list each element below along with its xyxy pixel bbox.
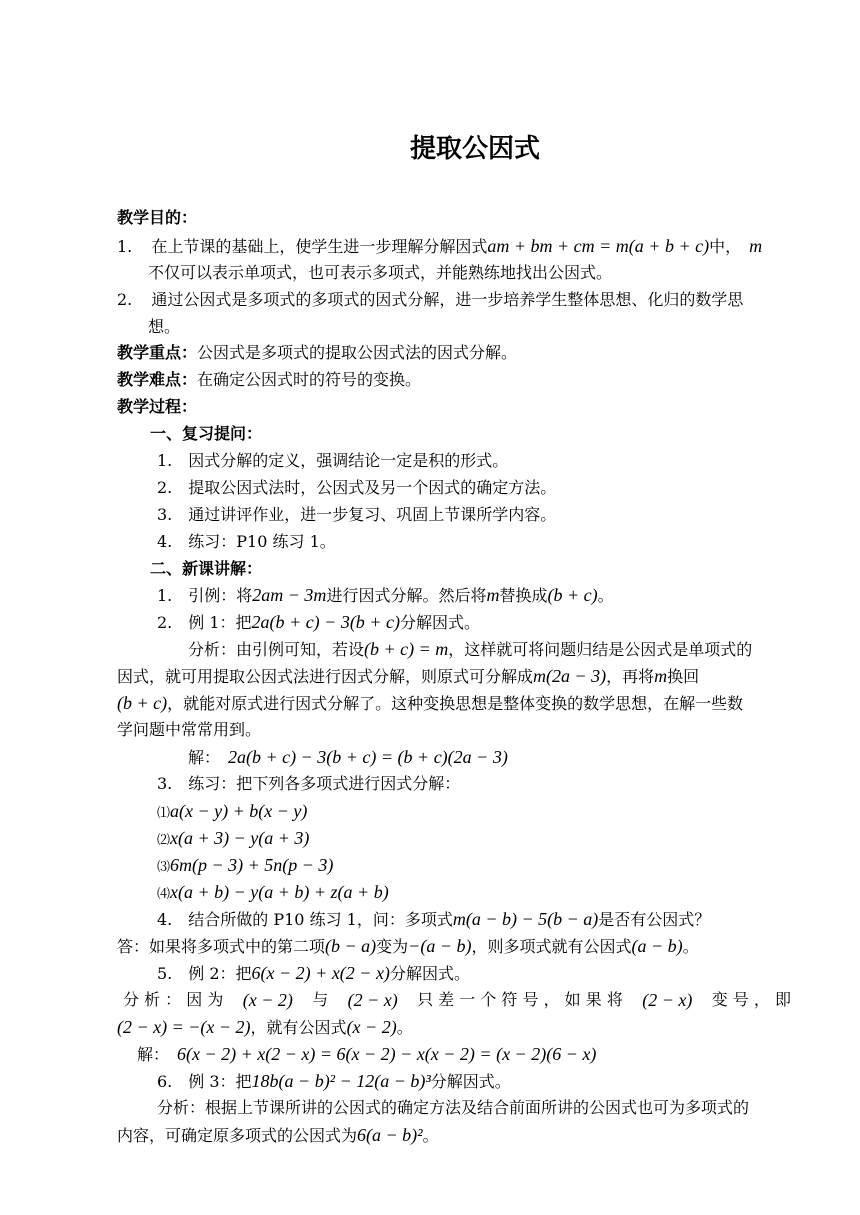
analysis-5-text-c: 只 差 一 个 符 号 ， 如 果 将 xyxy=(417,990,623,1009)
practice-3 xyxy=(157,852,333,881)
answer-text-b: 变为 xyxy=(376,937,409,956)
analysis-6-text-a: ，就有公因式 xyxy=(250,1018,347,1037)
review-item-4: 4. 练习：P10 练习 1。 xyxy=(157,532,336,551)
goal-1-line-2: 不仅可以表示单项式，也可表示多项式，并能熟练地找出公因式。 xyxy=(148,263,613,282)
analysis-5-text-a: 分 析 ： 因 为 xyxy=(123,990,224,1009)
goals-heading: 教学目的： xyxy=(117,208,198,227)
page-title: 提取公因式 xyxy=(409,134,540,164)
answer-formula-2: −(a − b) xyxy=(408,936,472,956)
practice-1 xyxy=(157,798,307,827)
key-point-label: 教学重点： xyxy=(117,343,198,362)
answer-formula-3: (a − b) xyxy=(631,936,683,956)
new-item-3: 3. 练习：把下列各多项式进行因式分解： xyxy=(157,774,461,793)
difficulty xyxy=(117,367,421,393)
analysis-2-text-b: ，再将 xyxy=(606,667,655,686)
answer-text-d: 。 xyxy=(682,937,699,956)
example-3-formula: 18b(a − b)² − 12(a − b)³ xyxy=(251,1071,431,1091)
review-item-1: 1. 因式分解的定义，强调结论一定是积的形式。 xyxy=(157,451,509,470)
example-2-formula: 6(x − 2) + x(2 − x) xyxy=(251,963,390,983)
analysis-6-formula-2: (x − 2) xyxy=(346,1017,397,1037)
analysis-1-formula: (b + c) = m xyxy=(364,639,449,659)
goal-1-number: 1. xyxy=(117,237,133,256)
solution-1 xyxy=(188,744,508,771)
answer-text-a: 答：如果将多项式中的第二项 xyxy=(117,937,326,956)
answer-text-c: ，则多项式就有公因式 xyxy=(471,937,632,956)
new-item-1-m: m xyxy=(486,585,500,605)
analysis-8-text-b: 。 xyxy=(422,1126,439,1145)
practice-1-number: ⑴ xyxy=(157,806,171,821)
practice-2-number: ⑵ xyxy=(157,833,171,848)
analysis-1-line-4: 学问题中常常用到。 xyxy=(117,720,262,739)
practice-3-formula: 6m(p − 3) + 5n(p − 3) xyxy=(170,855,334,875)
answer-line xyxy=(117,933,699,960)
goal-1-formula: am + bm + cm = m(a + b + c) xyxy=(487,236,710,256)
example-1-formula: 2a(b + c) − 3(b + c) xyxy=(251,612,400,632)
practice-4 xyxy=(157,879,389,908)
review-item-2: 2. 提取公因式法时，公因式及另一个因式的确定方法。 xyxy=(157,478,557,497)
new-item-4-text-b: 是否有公因式？ xyxy=(598,910,711,929)
practice-2-formula: x(a + 3) − y(a + 3) xyxy=(170,828,310,848)
analysis-2-text-c: 换回 xyxy=(667,667,700,686)
new-item-1 xyxy=(157,582,614,609)
key-point-text: 公因式是多项式的提取公因式法的因式分解。 xyxy=(197,343,518,362)
new-item-6-text-b: 分解因式。 xyxy=(430,1072,511,1091)
analysis-6-text-b: 。 xyxy=(396,1018,413,1037)
solution-2-formula: 6(x − 2) + x(2 − x) = 6(x − 2) − x(x − 2) = (x − 2)(6 − x) xyxy=(177,1044,597,1064)
new-item-1-text-d: 。 xyxy=(597,586,614,605)
new-item-4 xyxy=(157,906,710,933)
new-item-1-text-c: 替换成 xyxy=(499,586,548,605)
new-item-4-formula: m(a − b) − 5(b − a) xyxy=(452,909,599,929)
analysis-2-formula: m(2a − 3) xyxy=(533,666,607,686)
answer-formula-1: (b − a) xyxy=(325,936,377,956)
new-item-2 xyxy=(157,609,480,636)
goal-1-text: 在上节课的基础上，使学生进一步理解分解因式 xyxy=(151,237,488,256)
analysis-5-formula-1: (x − 2) xyxy=(242,990,293,1010)
solution-2 xyxy=(137,1041,596,1068)
goal-2-line-1 xyxy=(117,287,743,313)
section-new-heading: 二、新课讲解： xyxy=(150,559,263,578)
practice-4-formula: x(a + b) − y(a + b) + z(a + b) xyxy=(170,882,389,902)
analysis-8-formula: 6(a − b)² xyxy=(357,1125,423,1145)
analysis-1-line-3 xyxy=(117,690,743,717)
key-point xyxy=(117,340,517,366)
new-item-1-text-b: 进行因式分解。然后将 xyxy=(326,586,487,605)
analysis-1-line-1 xyxy=(188,636,752,663)
new-item-6-text-a: 6. 例 3：把 xyxy=(157,1072,252,1091)
analysis-5-formula-2: (2 − x) xyxy=(347,990,398,1010)
solution-1-label: 解： xyxy=(188,748,221,767)
solution-1-formula: 2a(b + c) − 3(b + c) = (b + c)(2a − 3) xyxy=(228,747,508,767)
analysis-2-m: m xyxy=(654,666,668,686)
analysis-6-formula-1: (2 − x) = −(x − 2) xyxy=(117,1017,251,1037)
new-item-1-formula: 2am − 3m xyxy=(252,585,327,605)
goal-2-number: 2. xyxy=(117,290,133,309)
goal-1-text-b: 中， xyxy=(709,237,742,256)
analysis-2-line-1 xyxy=(123,987,791,1013)
difficulty-text: 在确定公因式时的符号的变换。 xyxy=(197,370,422,389)
solution-2-label: 解： xyxy=(137,1045,170,1064)
practice-2 xyxy=(157,825,309,854)
analysis-5-text-b: 与 xyxy=(312,990,329,1009)
practice-3-number: ⑶ xyxy=(157,860,171,875)
new-item-2-text-a: 2. 例 1：把 xyxy=(157,613,252,632)
goal-1-m: m xyxy=(749,236,763,256)
new-item-1-bc: (b + c) xyxy=(547,585,598,605)
new-item-5-text-a: 5. 例 2：把 xyxy=(157,964,252,983)
analysis-3-text: ，就能对原式进行因式分解了。这种变换思想是整体变换的数学思想，在解一些数 xyxy=(167,694,744,713)
goal-1-line-1 xyxy=(117,233,762,260)
new-item-5-text-b: 分解因式。 xyxy=(389,964,470,983)
analysis-3-formula: (b + c) xyxy=(117,693,168,713)
analysis-1-text-b: ，这样就可将问题归结是公因式是单项式的 xyxy=(448,640,753,659)
difficulty-label: 教学难点： xyxy=(117,370,198,389)
analysis-3-line-1: 分析：根据上节课所讲的公因式的确定方法及结合前面所讲的公因式也可为多项式的 xyxy=(157,1098,750,1117)
practice-4-number: ⑷ xyxy=(157,887,171,902)
analysis-3-line-2 xyxy=(117,1122,439,1149)
new-item-6 xyxy=(157,1068,511,1095)
practice-1-formula: a(x − y) + b(x − y) xyxy=(170,801,308,821)
new-item-4-text-a: 4. 结合所做的 P10 练习 1，问：多项式 xyxy=(157,910,453,929)
analysis-5-text-d: 变 号 ， 即 xyxy=(711,990,791,1009)
analysis-1-line-2 xyxy=(117,663,699,690)
section-review-heading: 一、复习提问： xyxy=(150,424,263,443)
new-item-1-text-a: 1. 引例：将 xyxy=(157,586,253,605)
process-heading: 教学过程： xyxy=(117,397,198,416)
goal-2-line-2: 想。 xyxy=(148,317,181,336)
analysis-1-text-a: 分析：由引例可知，若设 xyxy=(188,640,365,659)
analysis-5-formula-3: (2 − x) xyxy=(642,990,693,1010)
new-item-2-text-b: 分解因式。 xyxy=(399,613,480,632)
analysis-8-text-a: 内容，可确定原多项式的公因式为 xyxy=(117,1126,358,1145)
new-item-5 xyxy=(157,960,470,987)
goal-2-text: 通过公因式是多项式的多项式的因式分解，进一步培养学生整体思想、化归的数学思 xyxy=(151,290,744,309)
analysis-2-line-2 xyxy=(117,1014,413,1041)
analysis-2-text-a: 因式，就可用提取公因式法进行因式分解，则原式可分解成 xyxy=(117,667,534,686)
review-item-3: 3. 通过讲评作业，进一步复习、巩固上节课所学内容。 xyxy=(157,505,557,524)
